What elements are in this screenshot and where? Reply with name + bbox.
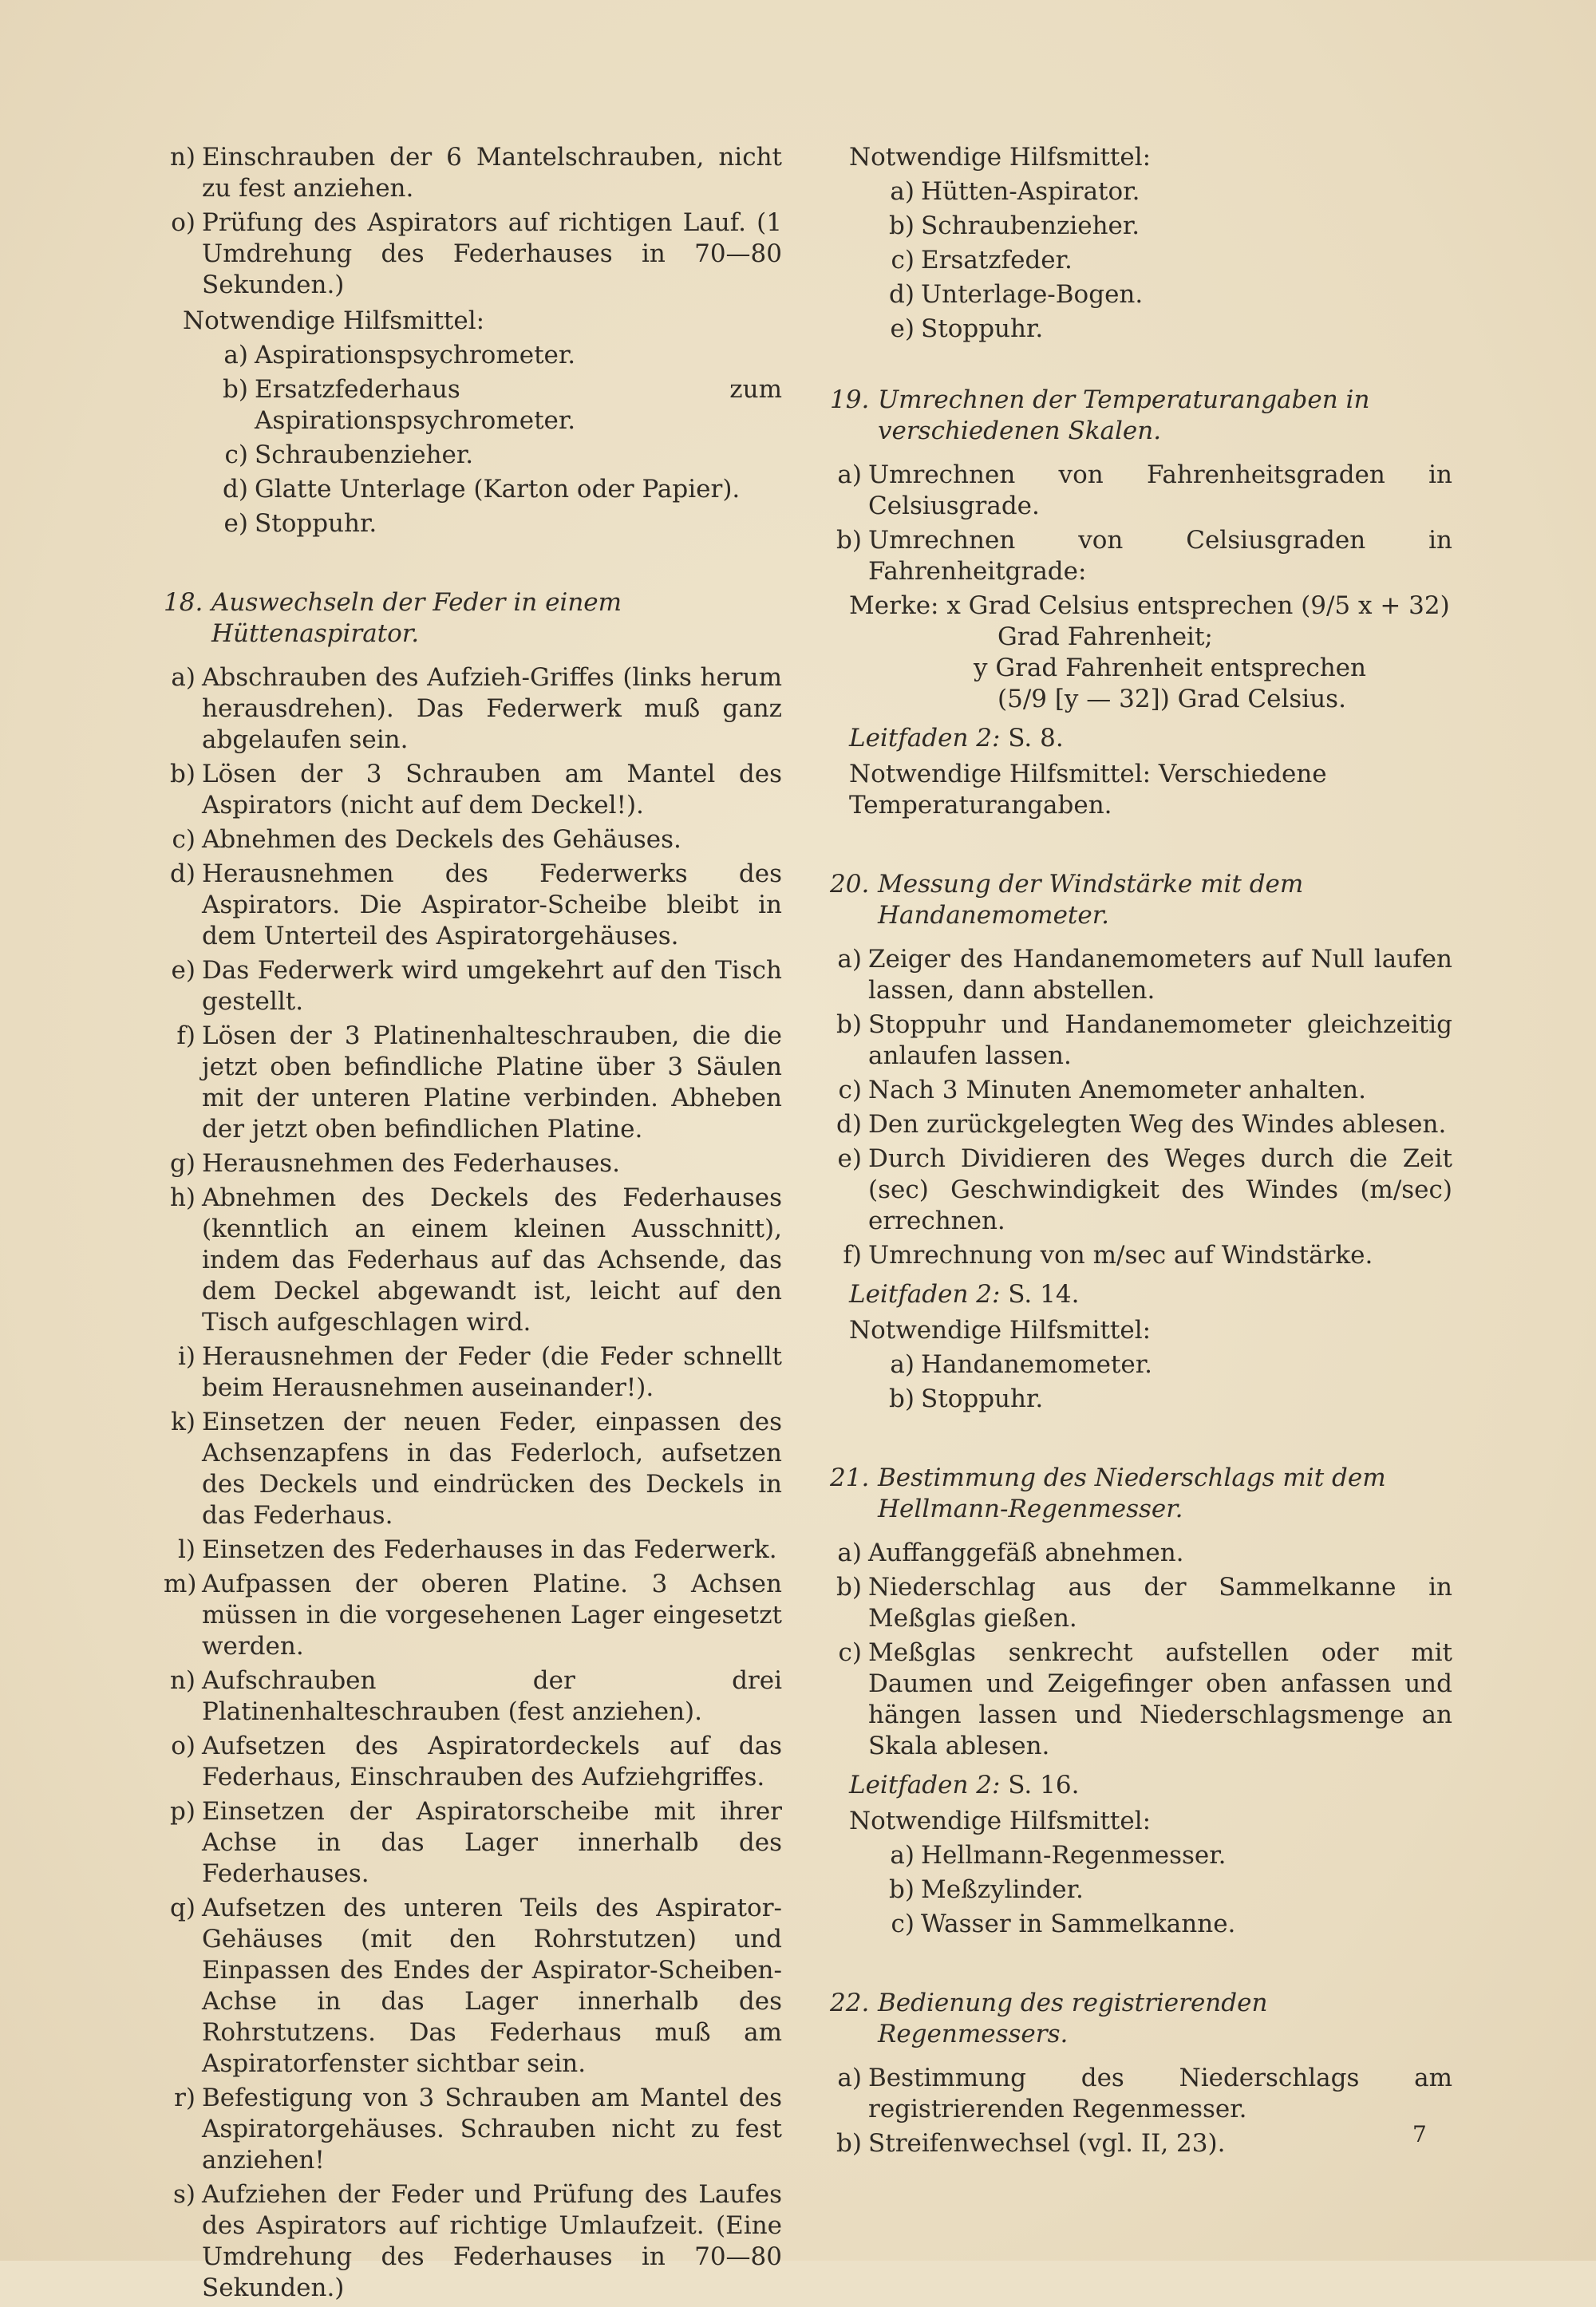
left-column <box>164 142 782 2307</box>
list-item: a) Aspirationspsychrometer. <box>223 341 576 369</box>
right-column <box>830 142 1452 2163</box>
tools-intro: Notwendige Hilfsmittel: <box>849 1807 1152 1835</box>
list-item: a) Bestimmung des Niederschlags am registrierenden Regenmesser. <box>837 2064 1452 2123</box>
list-item: d) Unterlage-Bogen. <box>889 280 1144 309</box>
tools-list <box>886 1840 1452 1940</box>
list-item: o) Aufsetzen des Aspiratordeckels auf das Federhaus, Einschrauben des Aufziehgriffes. <box>171 1732 782 1791</box>
list-item: c) Nach 3 Minuten Anemometer anhalten. <box>838 1076 1366 1104</box>
list-item: c) Abnehmen des Deckels des Gehäuses. <box>172 825 681 854</box>
list-item: a) Abschrauben des Aufzieh-Griffes (links herum herausdrehen). Das Federwerk muß ganz abgelaufen sein. <box>171 663 782 754</box>
list-item: e) Durch Dividieren des Weges durch die Zeit (sec) Geschwindigkeit des Windes (m/sec) errechnen. <box>837 1144 1452 1235</box>
list-item: d) Den zurückgelegten Weg des Windes ablesen. <box>836 1110 1447 1139</box>
leitfaden-reference: Leitfaden 2: S. 14. <box>849 1280 1080 1309</box>
list-item: b) Niederschlag aus der Sammelkanne in Meßglas gießen. <box>836 1573 1452 1633</box>
merke-formula-cont: Grad Fahrenheit; <box>998 622 1213 651</box>
list-item: c) Meßglas senkrecht aufstellen oder mit Daumen und Zeigefinger oben anfassen und hängen lassen und Niederschlagsmenge an Skala ablesen. <box>838 1638 1452 1760</box>
list-item: r) Befestigung von 3 Schrauben am Mantel des Aspiratorgehäuses. Schrauben nicht zu fest anziehen! <box>174 2084 782 2175</box>
list-item: d) Herausnehmen des Federwerks des Aspirators. Die Aspirator-Scheibe bleibt in dem Unterteil des Aspiratorgehäuses. <box>170 859 782 950</box>
list-item: o) Prüfung des Aspirators auf richtigen Lauf. (1 Umdrehung des Federhauses in 70—80 Sekunden.) <box>171 208 782 299</box>
list-item: s) Aufziehen der Feder und Prüfung des Laufes des Aspirators auf richtige Umlaufzeit. (Eine Umdrehung des Federhauses in 70—80 Sekunden.) <box>172 2180 782 2302</box>
tools-intro: Notwendige Hilfsmittel: <box>183 306 485 335</box>
section-22-heading: 22. Bedienung des registrierenden Regenmessers. <box>830 1989 1268 2048</box>
list-item: f) Umrechnung von m/sec auf Windstärke. <box>843 1241 1373 1270</box>
list-item: b) Meßzylinder. <box>889 1875 1084 1904</box>
tools-intro: Notwendige Hilfsmittel: <box>849 1316 1152 1345</box>
list-item: q) Aufsetzen des unteren Teils des Aspirator-Gehäuses (mit den Rohrstutzen) und Einpassen des Endes der Aspirator-Scheiben-Achse in das Lager innerhalb des Rohrstutzens. Das Federhaus muß am Aspiratorfenster sichtbar sein. <box>170 1894 782 2078</box>
list-item: b) Stoppuhr und Handanemometer gleichzeitig anlaufen lassen. <box>836 1010 1452 1070</box>
merke-formula: Merke: x Grad Celsius entsprechen (9/5 x + 32) <box>849 591 1450 620</box>
list-item: e) Das Federwerk wird umgekehrt auf den Tisch gestellt. <box>171 956 782 1016</box>
list-item: a) Umrechnen von Fahrenheitsgraden in Celsiusgrade. <box>837 460 1452 520</box>
list-item: a) Auffanggefäß abnehmen. <box>837 1539 1184 1567</box>
section-21-heading: 21. Bestimmung des Niederschlags mit dem Hellmann-Regenmesser. <box>830 1464 1386 1523</box>
list-item: b) Stoppuhr. <box>889 1385 1044 1413</box>
list-item: a) Hütten-Aspirator. <box>890 177 1140 206</box>
list-item: m) Aufpassen der oberen Platine. 3 Achsen müssen in die vorgesehenen Lager eingesetzt werden. <box>164 1570 782 1661</box>
list-item: a) Handanemometer. <box>890 1350 1152 1379</box>
list-item: b) Ersatzfederhaus zum Aspirationspsychrometer. <box>223 375 782 435</box>
list-item: d) Glatte Unterlage (Karton oder Papier). <box>223 475 741 504</box>
list-item: a) Hellmann-Regenmesser. <box>890 1841 1227 1870</box>
list-item: a) Zeiger des Handanemometers auf Null laufen lassen, dann abstellen. <box>837 945 1452 1005</box>
section-19-heading: 19. Umrechnen der Temperaturangaben in verschiedenen Skalen. <box>830 385 1370 445</box>
merke-formula-y: y Grad Fahrenheit entsprechen <box>974 654 1366 682</box>
list-item: h) Abnehmen des Deckels des Federhauses (kenntlich an einem kleinen Ausschnitt), indem das Federhaus auf das Achsende, das dem Deckel abgewandt ist, leicht auf den Tisch aufgeschlagen wird. <box>169 1183 782 1337</box>
list-item: c) Wasser in Sammelkanne. <box>891 1910 1236 1938</box>
list-item: i) Herausnehmen der Feder (die Feder schnellt beim Herausnehmen auseinander!). <box>177 1342 782 1402</box>
section-18-heading: 18. Auswechseln der Feder in einem Hüttenaspirator. <box>164 588 622 648</box>
merke-formula-y-cont: (5/9 [y — 32]) Grad Celsius. <box>998 685 1346 713</box>
list-item: b) Schraubenzieher. <box>889 211 1140 240</box>
list-item: c) Ersatzfeder. <box>891 246 1073 275</box>
tools-list <box>886 1349 1452 1415</box>
list-item: b) Streifenwechsel (vgl. II, 23). <box>836 2129 1226 2158</box>
tools-list <box>219 340 782 539</box>
tools-intro: Notwendige Hilfsmittel: <box>849 143 1152 172</box>
list-item: n) Aufschrauben der drei Platinenhalteschrauben (fest anziehen). <box>169 1666 782 1726</box>
list-item: f) Lösen der 3 Platinenhalteschrauben, die die jetzt oben befindliche Platine über 3 Säulen mit der unteren Platine verbinden. Abheben der jetzt oben befindlichen Platine. <box>176 1021 782 1144</box>
list-item: e) Stoppuhr. <box>890 314 1044 343</box>
list-item: n) Einschrauben der 6 Mantelschrauben, nicht zu fest anziehen. <box>169 143 782 203</box>
list-item: c) Schraubenzieher. <box>224 440 474 469</box>
tools-text: Notwendige Hilfsmittel: Verschiedene Temperaturangaben. <box>849 760 1327 820</box>
tools-list <box>886 176 1452 345</box>
list-item: p) Einsetzen der Aspiratorscheibe mit ihrer Achse in das Lager innerhalb des Federhauses. <box>170 1797 782 1888</box>
list-item: e) Stoppuhr. <box>223 509 377 538</box>
leitfaden-reference: Leitfaden 2: S. 16. <box>849 1771 1080 1799</box>
page-number: 7 <box>1412 2121 1427 2147</box>
list-item: g) Herausnehmen des Federhauses. <box>170 1149 620 1178</box>
list-item: l) Einsetzen des Federhauses in das Federwerk. <box>177 1535 777 1564</box>
section-20-heading: 20. Messung der Windstärke mit dem Handanemometer. <box>830 870 1304 930</box>
list-item: k) Einsetzen der neuen Feder, einpassen des Achsenzapfens in das Federloch, aufsetzen des Deckels und eindrücken des Deckels in das Federhaus. <box>171 1408 782 1530</box>
list-item: b) Lösen der 3 Schrauben am Mantel des Aspirators (nicht auf dem Deckel!). <box>170 760 782 820</box>
list-item: b) Umrechnen von Celsiusgraden in Fahrenheitgrade: <box>836 526 1452 586</box>
leitfaden-reference: Leitfaden 2: S. 8. <box>849 724 1064 753</box>
